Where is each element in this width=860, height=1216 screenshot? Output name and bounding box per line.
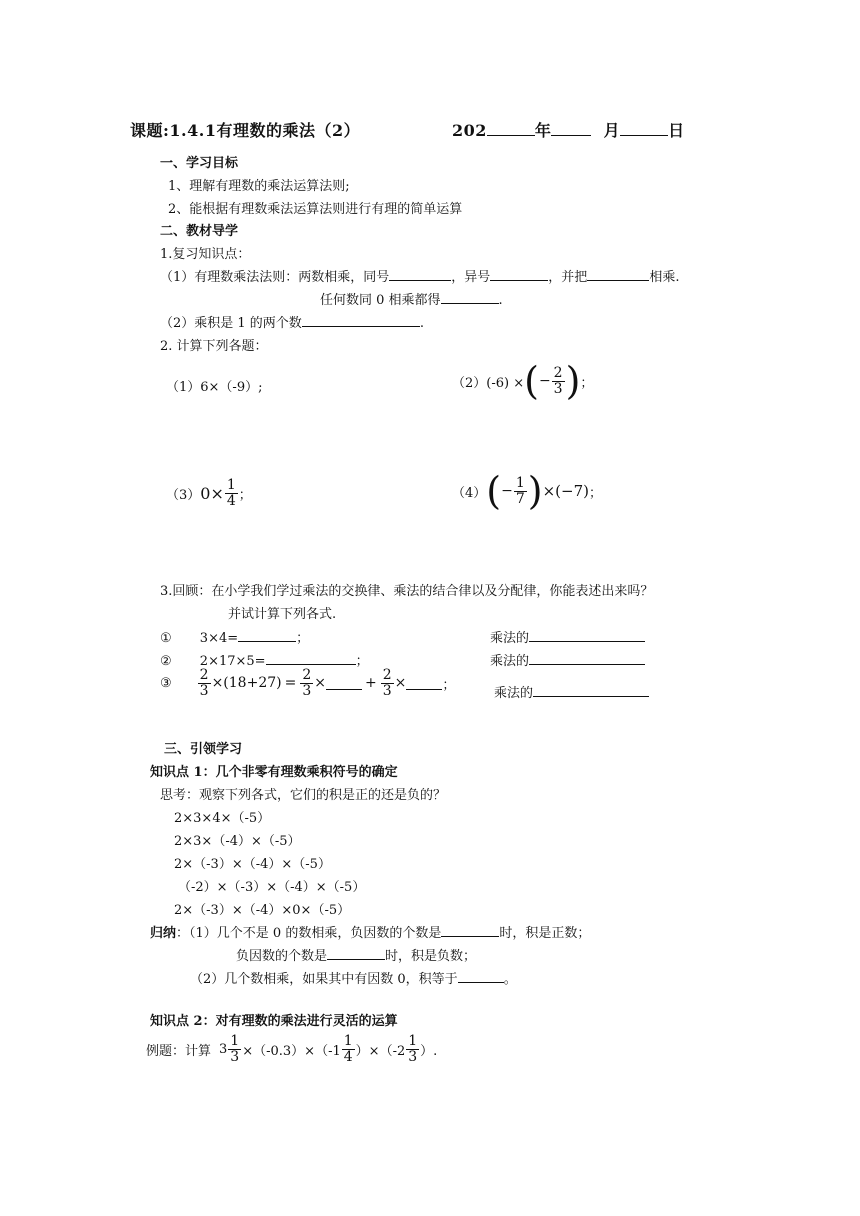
fraction bbox=[300, 668, 313, 698]
fraction bbox=[225, 478, 238, 508]
problem-2 bbox=[452, 359, 594, 403]
equals-sign: = bbox=[284, 675, 297, 692]
fraction-numerator: 1 bbox=[515, 474, 525, 491]
fraction-numerator: 1 bbox=[343, 1033, 353, 1049]
fraction-denominator: 3 bbox=[230, 1048, 240, 1065]
reciprocal-rule bbox=[160, 312, 424, 331]
problem-4-tail: ×(−7) bbox=[542, 482, 589, 500]
fraction bbox=[406, 1034, 419, 1064]
zero-rule-text: 任何数同 0 相乘都得 bbox=[320, 293, 441, 308]
times-sign: × bbox=[314, 675, 326, 692]
fraction-numerator: 2 bbox=[302, 667, 312, 683]
semicolon: ； bbox=[355, 654, 369, 669]
diff-sign-blank[interactable] bbox=[490, 268, 548, 281]
lesson-title: 课题:1.4.1有理数的乘法（2） bbox=[130, 121, 361, 140]
induction-1-tail: 时，积是正数； bbox=[499, 926, 591, 941]
problem-3-label: （3） bbox=[166, 487, 201, 503]
example-label: 例题：计算 bbox=[146, 1043, 212, 1059]
induction-3-tail: 。 bbox=[503, 972, 517, 987]
law-1 bbox=[490, 627, 645, 646]
example-mid-2: ）×（-2 bbox=[355, 1043, 406, 1059]
section-3-heading: 三、引领学习 bbox=[164, 742, 243, 757]
exercise-2 bbox=[160, 650, 369, 669]
example-end: ）. bbox=[420, 1043, 438, 1059]
fraction bbox=[552, 366, 565, 396]
exercise-2-marker: ② bbox=[160, 654, 172, 669]
review-heading: 1.复习知识点： bbox=[160, 247, 251, 262]
law-2 bbox=[490, 650, 645, 669]
law-3 bbox=[494, 682, 649, 701]
left-paren-icon: ( bbox=[486, 469, 502, 513]
fraction-denominator: 7 bbox=[515, 490, 525, 507]
problem-4 bbox=[452, 469, 602, 513]
knowledge-point-1: 知识点 1：几个非零有理数乘积符号的确定 bbox=[150, 765, 398, 780]
mixed-whole: 3 bbox=[219, 1041, 228, 1057]
exercise-1-marker: ① bbox=[160, 631, 172, 646]
right-paren-icon: ) bbox=[527, 469, 543, 513]
problem-1: （1）6×（-9）; bbox=[166, 380, 263, 395]
problem-3 bbox=[166, 478, 252, 508]
reciprocal-blank[interactable] bbox=[302, 314, 420, 327]
induction-1-text: ：（1）几个不是 0 的数相乘，负因数的个数是 bbox=[176, 926, 442, 941]
zero-rule-dot: . bbox=[498, 293, 503, 308]
exercise-3-blank-a[interactable] bbox=[326, 677, 362, 690]
induction-2 bbox=[236, 945, 476, 964]
plus-sign: + bbox=[364, 675, 377, 692]
day-blank[interactable] bbox=[620, 123, 668, 136]
minus-sign: − bbox=[501, 483, 513, 499]
objective-1: 1、理解有理数的乘法运算法则; bbox=[168, 179, 350, 194]
semicolon: ； bbox=[296, 631, 310, 646]
rule-text-b: ，异号 bbox=[451, 270, 491, 285]
section-2-heading: 二、教材导学 bbox=[160, 224, 239, 239]
date-line bbox=[452, 118, 685, 141]
semicolon: ； bbox=[580, 375, 594, 391]
induction-2-tail: 时，积是负数； bbox=[385, 949, 477, 964]
fraction-numerator: 2 bbox=[199, 667, 209, 683]
induction-label: 归纳 bbox=[150, 926, 177, 941]
exercise-2-expr: 2×17×5= bbox=[199, 654, 266, 669]
zero-times: 0× bbox=[200, 483, 224, 503]
month-blank[interactable] bbox=[551, 123, 591, 136]
zero-rule-blank[interactable] bbox=[441, 291, 499, 304]
fraction-denominator: 3 bbox=[382, 682, 392, 699]
knowledge-point-2: 知识点 2：对有理数的乘法进行灵活的运算 bbox=[150, 1014, 398, 1029]
example-problem bbox=[146, 1034, 437, 1064]
zero-rule bbox=[320, 289, 503, 308]
fraction-numerator: 1 bbox=[230, 1033, 240, 1049]
left-paren-icon: ( bbox=[524, 359, 539, 403]
odd-count-blank[interactable] bbox=[327, 947, 385, 960]
reciprocal-dot: . bbox=[419, 316, 424, 331]
example-mid: ×（-0.3）×（-1 bbox=[242, 1043, 341, 1059]
exercise-1-blank[interactable] bbox=[238, 629, 296, 642]
semicolon: ； bbox=[588, 485, 602, 501]
fraction-numerator: 1 bbox=[408, 1033, 418, 1049]
exercise-2-blank[interactable] bbox=[266, 652, 356, 665]
law-label: 乘法的 bbox=[490, 631, 530, 646]
fraction bbox=[514, 476, 527, 506]
rule-text-a: （1）有理数乘法法则：两数相乘，同号 bbox=[160, 270, 390, 285]
fraction-numerator: 2 bbox=[553, 364, 563, 381]
law-label: 乘法的 bbox=[490, 654, 530, 669]
right-paren-icon: ) bbox=[565, 359, 581, 403]
fraction bbox=[228, 1034, 241, 1064]
rule-text-c: ，并把 bbox=[548, 270, 588, 285]
fraction-denominator: 4 bbox=[343, 1048, 353, 1065]
fraction-denominator: 3 bbox=[199, 682, 209, 699]
semicolon: ； bbox=[238, 487, 252, 503]
reciprocal-text: （2）乘积是 1 的两个数 bbox=[160, 316, 302, 331]
rule-text-d: 相乘. bbox=[649, 270, 680, 285]
page-title bbox=[130, 118, 360, 141]
year-blank[interactable] bbox=[487, 123, 535, 136]
exercise-1-expr: 3×4= bbox=[199, 631, 239, 646]
fraction-denominator: 4 bbox=[226, 492, 236, 509]
law-1-blank[interactable] bbox=[529, 629, 645, 642]
fraction-numerator: 2 bbox=[382, 667, 392, 683]
fraction bbox=[381, 668, 394, 698]
times-sign: × bbox=[394, 675, 407, 692]
semicolon: ； bbox=[442, 677, 456, 693]
fraction-denominator: 3 bbox=[553, 380, 563, 397]
expression-5: 2×（-3）×（-4）×0×（-5） bbox=[174, 903, 351, 918]
objective-2: 2、能根据有理数乘法运算法则进行有理的简单运算 bbox=[168, 202, 463, 217]
fraction bbox=[342, 1034, 355, 1064]
exercise-3 bbox=[160, 668, 455, 698]
zero-product-blank[interactable] bbox=[458, 970, 504, 983]
month-label: 月 bbox=[603, 121, 621, 140]
calc-heading: 2. 计算下列各题： bbox=[160, 339, 268, 354]
even-count-blank[interactable] bbox=[441, 924, 499, 937]
induction-3 bbox=[190, 968, 517, 987]
exercise-3-blank-b[interactable] bbox=[406, 677, 442, 690]
expression-4: （-2）×（-3）×（-4）×（-5） bbox=[178, 880, 366, 895]
abs-value-blank[interactable] bbox=[587, 268, 649, 281]
fraction-denominator: 3 bbox=[302, 682, 312, 699]
fraction-numerator: 1 bbox=[226, 477, 236, 493]
law-2-blank[interactable] bbox=[529, 652, 645, 665]
think-prompt: 思考：观察下列各式，它们的积是正的还是负的？ bbox=[160, 788, 447, 803]
year-prefix: 202 bbox=[452, 121, 487, 140]
induction-3-text: （2）几个数相乘，如果其中有因数 0，积等于 bbox=[190, 972, 458, 987]
problem-4-label: （4） bbox=[452, 485, 487, 501]
minus-sign: − bbox=[538, 373, 551, 389]
fraction bbox=[198, 668, 211, 698]
law-3-blank[interactable] bbox=[533, 684, 649, 697]
recall-question: 3.回顾：在小学我们学过乘法的交换律、乘法的结合律以及分配律，你能表述出来吗？ bbox=[160, 584, 654, 599]
expression-3: 2×（-3）×（-4）×（-5） bbox=[174, 857, 331, 872]
problem-2-label: （2）(-6) × bbox=[452, 375, 525, 391]
section-1-heading: 一、学习目标 bbox=[160, 156, 239, 171]
same-sign-blank[interactable] bbox=[389, 268, 451, 281]
induction-2-text: 负因数的个数是 bbox=[236, 949, 328, 964]
recall-instruction: 并试计算下列各式. bbox=[228, 607, 337, 622]
induction-1 bbox=[150, 922, 590, 941]
expression-2: 2×3×（-4）×（-5） bbox=[174, 834, 301, 849]
exercise-3-marker: ③ bbox=[160, 675, 172, 691]
day-label: 日 bbox=[668, 121, 685, 140]
law-label: 乘法的 bbox=[494, 686, 534, 701]
multiplication-rule bbox=[160, 266, 679, 285]
fraction-denominator: 3 bbox=[408, 1048, 418, 1065]
year-label: 年 bbox=[534, 121, 552, 140]
expression-1: 2×3×4×（-5） bbox=[174, 811, 271, 826]
exercise-1 bbox=[160, 627, 309, 646]
exercise-3-paren: ×(18+27) bbox=[211, 675, 282, 692]
